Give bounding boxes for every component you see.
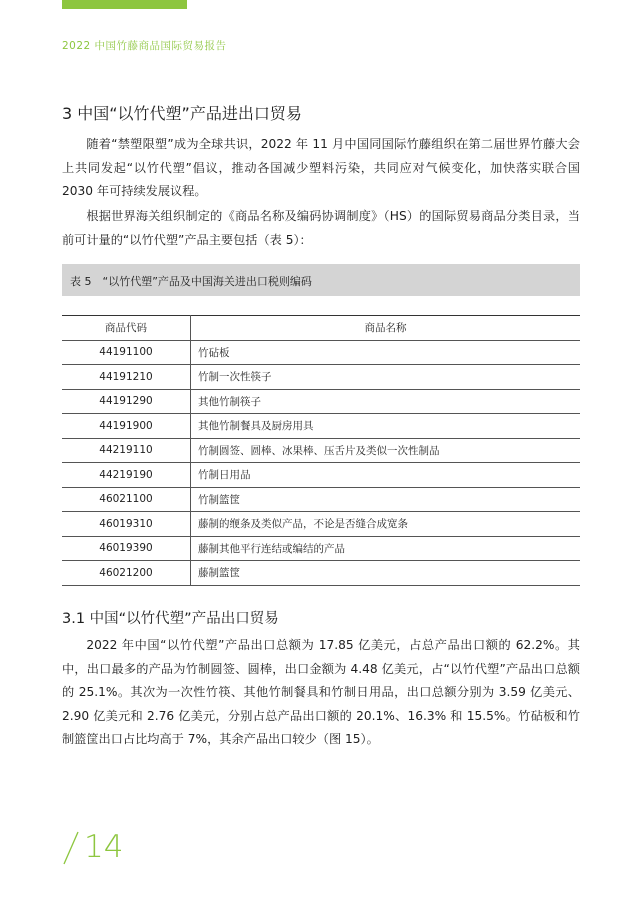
table-row <box>62 536 580 561</box>
column-header-name: 商品名称 <box>191 316 581 341</box>
product-code: 44191100 <box>62 340 191 365</box>
table-caption: 表 5 “以竹代塑”产品及中国海关进出口税则编码 <box>70 275 312 288</box>
hs-code-table <box>62 315 580 586</box>
product-code: 44219110 <box>62 438 191 463</box>
table-row <box>62 487 580 512</box>
table-row <box>62 340 580 365</box>
product-code: 46021100 <box>62 487 191 512</box>
table-row <box>62 389 580 414</box>
product-name: 其他竹制餐具及厨房用具 <box>191 414 581 439</box>
section-paragraph-2: 根据世界海关组织制定的《商品名称及编码协调制度》（HS）的国际贸易商品分类目录，当前可计量的“以竹代塑”产品主要包括（表 5）： <box>62 209 580 247</box>
product-code: 46021200 <box>62 561 191 586</box>
product-name: 竹砧板 <box>191 340 581 365</box>
running-header: 2022 中国竹藤商品国际贸易报告 <box>62 40 227 52</box>
product-code: 44191210 <box>62 365 191 390</box>
section-title: 3 中国“以竹代塑”产品进出口贸易 <box>62 104 302 123</box>
table-row <box>62 512 580 537</box>
product-name: 竹制圆签、圆棒、冰果棒、压舌片及类似一次性制品 <box>191 438 581 463</box>
product-code: 46019310 <box>62 512 191 537</box>
product-name: 竹制一次性筷子 <box>191 365 581 390</box>
product-code: 44219190 <box>62 463 191 488</box>
product-name: 藤制的缏条及类似产品，不论是否缝合成宽条 <box>191 512 581 537</box>
table-row <box>62 414 580 439</box>
product-code: 46019390 <box>62 536 191 561</box>
page-number-text: 14 <box>84 829 124 865</box>
subsection-paragraph: 2022 年中国“以竹代塑”产品出口总额为 17.85 亿美元，占总产品出口额的 62.2%。其中，出口最多的产品为竹制圆签、圆棒，出口金额为 4.48 亿美元，占“以竹代塑”产品出口总额的 25.1%。其次为一次性竹筷、其他竹制餐具和竹制日用品，出口总额分别为 3.59 亿美元、2.90 亿美元和 2.76 亿美元，分别占总产品出口额的 20.1%、16.3% 和 15.5%。竹砧板和竹制篮筐出口占比均高于 7%，其余产品出口较少（图 15）。 <box>62 638 580 746</box>
table-caption-bar <box>62 264 580 296</box>
product-name: 藤制篮筐 <box>191 561 581 586</box>
product-code: 44191900 <box>62 414 191 439</box>
table-row <box>62 438 580 463</box>
product-code: 44191290 <box>62 389 191 414</box>
table-row <box>62 365 580 390</box>
header-accent-bar <box>62 0 187 9</box>
product-name: 竹制篮筐 <box>191 487 581 512</box>
table-header-row <box>62 316 580 341</box>
section-paragraph-1: 随着“禁塑限塑”成为全球共识，2022 年 11 月中国同国际竹藤组织在第二届世界竹藤大会上共同发起“以竹代塑”倡议，推动各国减少塑料污染，共同应对气候变化，加快落实联合国 2030 年可持续发展议程。 <box>62 137 580 198</box>
product-name: 藤制其他平行连结或编结的产品 <box>191 536 581 561</box>
table-row <box>62 561 580 586</box>
table-row <box>62 463 580 488</box>
page-slash-icon <box>62 828 82 868</box>
column-header-code: 商品代码 <box>62 316 191 341</box>
product-name: 竹制日用品 <box>191 463 581 488</box>
subsection-title: 3.1 中国“以竹代塑”产品出口贸易 <box>62 611 279 627</box>
product-name: 其他竹制筷子 <box>191 389 581 414</box>
